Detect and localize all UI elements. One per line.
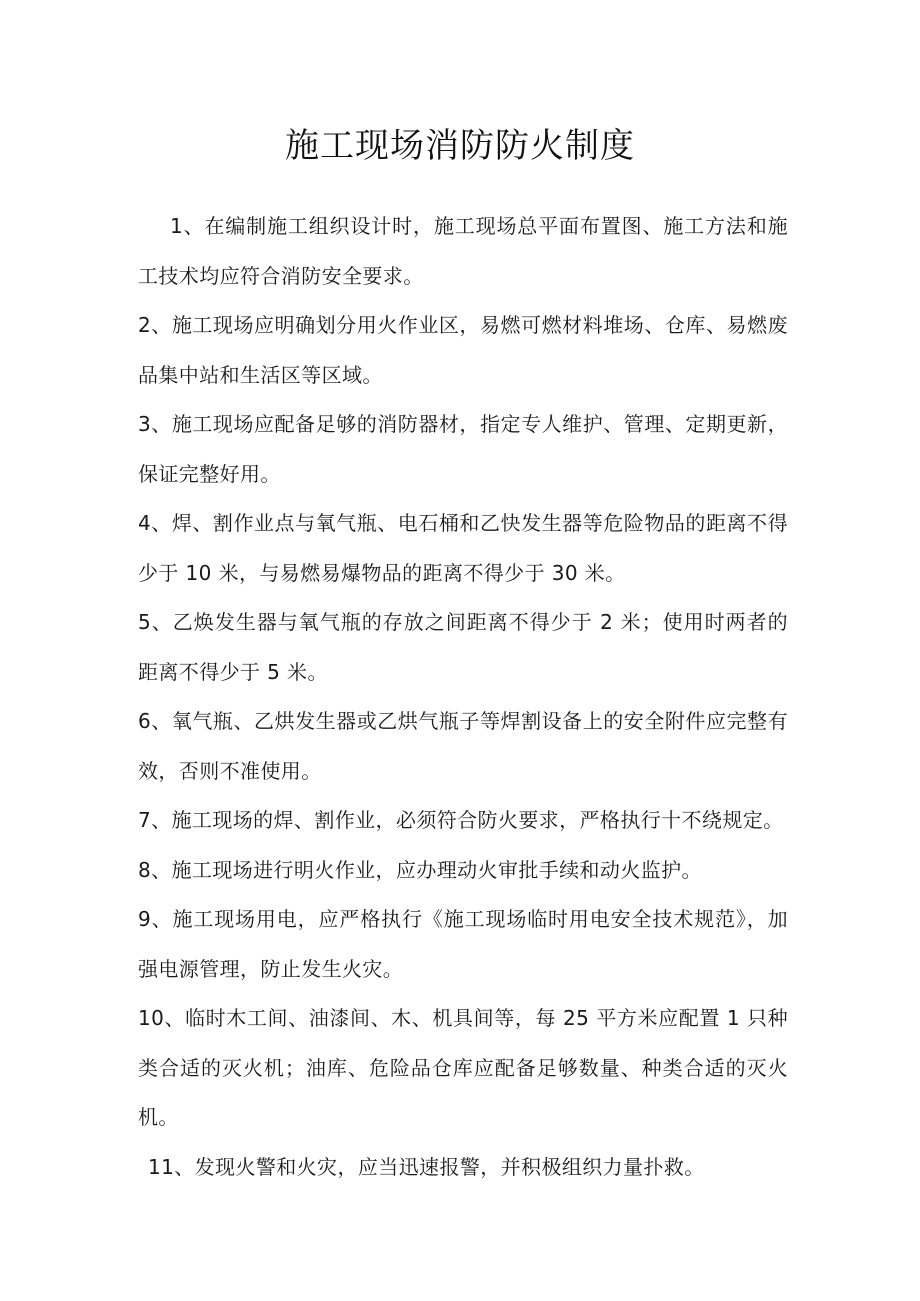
- paragraph-2: 2、施工现场应明确划分用火作业区，易燃可燃材料堆场、仓库、易燃废品集中站和生活区等区域。: [138, 313, 788, 387]
- paragraph-9: 9、施工现场用电，应严格执行《施工现场临时用电安全技术规范》，加强电源管理，防止发生火灾。: [138, 907, 788, 981]
- paragraph-3: 3、施工现场应配备足够的消防器材，指定专人维护、管理、定期更新，保证完整好用。: [138, 412, 788, 486]
- document-body: [138, 202, 788, 1192]
- paragraph-6: 6、氧气瓶、乙烘发生器或乙烘气瓶子等焊割设备上的安全附件应完整有效，否则不准使用。: [138, 709, 788, 783]
- paragraph-4: 4、焊、割作业点与氧气瓶、电石桶和乙快发生器等危险物品的距离不得少于 10 米，与易燃易爆物品的距离不得少于 30 米。: [138, 511, 788, 585]
- paragraph-8: 8、施工现场进行明火作业，应办理动火审批手续和动火监护。: [138, 857, 702, 882]
- document-title: 施工现场消防防火制度: [285, 126, 635, 166]
- paragraph-10: 10、临时木工间、油漆间、木、机具间等，每 25 平方米应配置 1 只种类合适的灭火机；油库、危险品仓库应配备足够数量、种类合适的灭火机。: [138, 1006, 788, 1129]
- paragraph-11: 11、发现火警和火灾，应当迅速报警，并积极组织力量扑救。: [148, 1154, 705, 1179]
- paragraph-1: 1、在编制施工组织设计时，施工现场总平面布置图、施工方法和施工技术均应符合消防安全要求。: [138, 214, 788, 288]
- paragraph-5: 5、乙焕发生器与氧气瓶的存放之间距离不得少于 2 米；使用时两者的距离不得少于 5 米。: [138, 610, 788, 684]
- paragraph-7: 7、施工现场的焊、割作业，必须符合防火要求，严格执行十不绕规定。: [138, 808, 784, 832]
